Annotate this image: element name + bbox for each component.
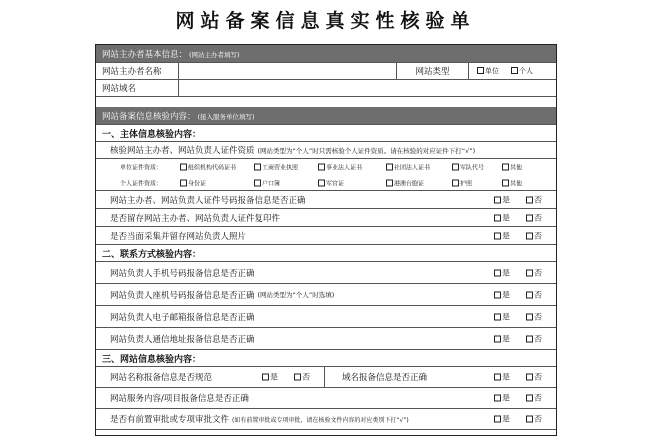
- person-cert-option[interactable]: 护照: [452, 178, 472, 187]
- part3-heading: 三、网站信息核验内容：: [102, 354, 202, 365]
- no-option[interactable]: 否: [526, 289, 542, 300]
- check-row: [96, 367, 556, 388]
- check-question: 网站服务内容/项目报备信息是否正确: [110, 394, 249, 404]
- part1-heading: 一、主体信息核验内容：: [102, 129, 202, 140]
- part2-heading: 二、联系方式核验内容：: [102, 249, 202, 260]
- person-cert-option[interactable]: 其他: [502, 178, 522, 187]
- section-label: 网站备案信息核验内容：: [102, 111, 196, 122]
- site-type-options: [468, 63, 557, 79]
- domain-label: 网站域名: [102, 84, 137, 94]
- check-row: [96, 388, 556, 409]
- no-option[interactable]: 否: [526, 212, 542, 223]
- check-question: 网站负责人电子邮箱报备信息是否正确: [110, 312, 255, 323]
- yes-option[interactable]: 是: [494, 414, 510, 425]
- org-cert-option[interactable]: 工商营业执照: [254, 163, 298, 172]
- no-option[interactable]: 否: [526, 393, 542, 404]
- org-cert-option[interactable]: 社团法人证书: [386, 163, 430, 172]
- yes-option[interactable]: 是: [494, 267, 510, 278]
- org-cert-option[interactable]: 其他: [502, 163, 522, 172]
- check-question: 网站负责人通信地址报备信息是否正确: [110, 334, 255, 345]
- sponsor-name-row: [96, 63, 556, 80]
- check-row: [96, 328, 556, 350]
- check-row: [96, 191, 556, 209]
- no-option[interactable]: 否: [526, 267, 542, 278]
- check-question: 网站负责人手机号码报备信息是否正确: [110, 268, 255, 279]
- check-note: (如有前置审批或专项审批，请在核验文件内容的对应类别下打“√”): [232, 416, 409, 424]
- no-option[interactable]: 否: [526, 230, 542, 241]
- section-note: (接入服务单位填写): [197, 112, 255, 121]
- cert-check-note: (网站类型为“个人”时只需核验个人证件资质。请在核验的对应证件下打“√”): [257, 146, 476, 155]
- check-row: [96, 284, 556, 306]
- yes-option[interactable]: 是: [262, 372, 278, 383]
- site-type-person-option[interactable]: 个人: [511, 66, 533, 76]
- section-header-check: [96, 107, 556, 125]
- yes-option[interactable]: 是: [494, 212, 510, 223]
- sponsor-name-field[interactable]: [178, 63, 396, 79]
- no-option[interactable]: 否: [526, 333, 542, 344]
- check-question: 网站名称报备信息是否规范: [110, 373, 213, 383]
- site-type-org-option[interactable]: 单位: [477, 66, 499, 76]
- org-cert-option[interactable]: 组织机构代码证书: [180, 163, 236, 172]
- section-label: 网站主办者基本信息：: [102, 49, 188, 60]
- domain-field[interactable]: [178, 80, 557, 96]
- yes-option[interactable]: 是: [494, 230, 510, 241]
- no-option[interactable]: 否: [526, 311, 542, 322]
- org-cert-option[interactable]: 事业法人证书: [318, 163, 362, 172]
- sponsor-name-label: 网站主办者名称: [102, 67, 162, 77]
- check-question: 网站主办者、网站负责人证件号码报备信息是否正确: [110, 195, 306, 206]
- person-cert-label: 个人证件资质：: [120, 180, 163, 187]
- domain-row: [96, 80, 556, 97]
- org-cert-label: 单位证件资质：: [120, 164, 163, 172]
- yes-option[interactable]: 是: [494, 311, 510, 322]
- person-cert-option[interactable]: 户口簿: [254, 178, 280, 187]
- check-question: 是否当面采集并留存网站负责人照片: [110, 231, 247, 242]
- check-row: [96, 262, 556, 284]
- checkbox[interactable]: [511, 67, 518, 74]
- person-cert-option[interactable]: 港澳台胞证: [386, 178, 424, 187]
- check-note: (网站类型为“个人”时选填): [257, 291, 335, 299]
- cert-check-row: [96, 142, 556, 159]
- section-note: (网站主办者填写): [189, 50, 240, 59]
- section-header-sponsor: [96, 45, 556, 63]
- check-row: [96, 227, 556, 245]
- no-option[interactable]: 否: [526, 414, 542, 425]
- yes-option[interactable]: 是: [494, 194, 510, 205]
- no-option[interactable]: 否: [294, 372, 310, 383]
- no-option[interactable]: 否: [526, 194, 542, 205]
- part3-heading-row: [96, 350, 556, 367]
- check-question: 是否留存网站主办者、网站负责人证件复印件: [110, 213, 281, 224]
- check-question: 是否有前置审批或专项审批文件 (如有前置审批或专项审批，请在核验文件内容的对应类别下打“√”): [110, 415, 409, 425]
- cert-check-text: 核验网站主办者、网站负责人证件资质 (网站类型为“个人”时只需核验个人证件资质。请在核验的对应证件下打“√”): [110, 146, 476, 156]
- yes-option[interactable]: 是: [494, 289, 510, 300]
- form-title: 网站备案信息真实性核验单: [175, 10, 476, 32]
- check-row: [96, 209, 556, 227]
- site-type-label: 网站类型: [396, 63, 468, 79]
- yes-option[interactable]: 是: [494, 333, 510, 344]
- person-cert-option[interactable]: 军官证: [318, 178, 344, 187]
- person-cert-row: [96, 175, 556, 191]
- yes-option[interactable]: 是: [494, 393, 510, 404]
- check-question: 网站负责人座机号码报备信息是否正确 (网站类型为“个人”时选填): [110, 290, 335, 301]
- part1-heading-row: [96, 125, 556, 142]
- person-cert-option[interactable]: 身份证: [180, 178, 206, 187]
- org-cert-row: [96, 159, 556, 175]
- check-row: [96, 409, 556, 430]
- no-option[interactable]: 否: [526, 372, 542, 383]
- yes-option[interactable]: 是: [494, 372, 510, 383]
- check-question: 域名报备信息是否正确: [342, 373, 428, 383]
- checkbox[interactable]: [477, 67, 484, 74]
- check-row: [96, 306, 556, 328]
- verification-form: [95, 44, 557, 436]
- part2-heading-row: [96, 245, 556, 262]
- org-cert-option[interactable]: 军队代号: [452, 163, 484, 172]
